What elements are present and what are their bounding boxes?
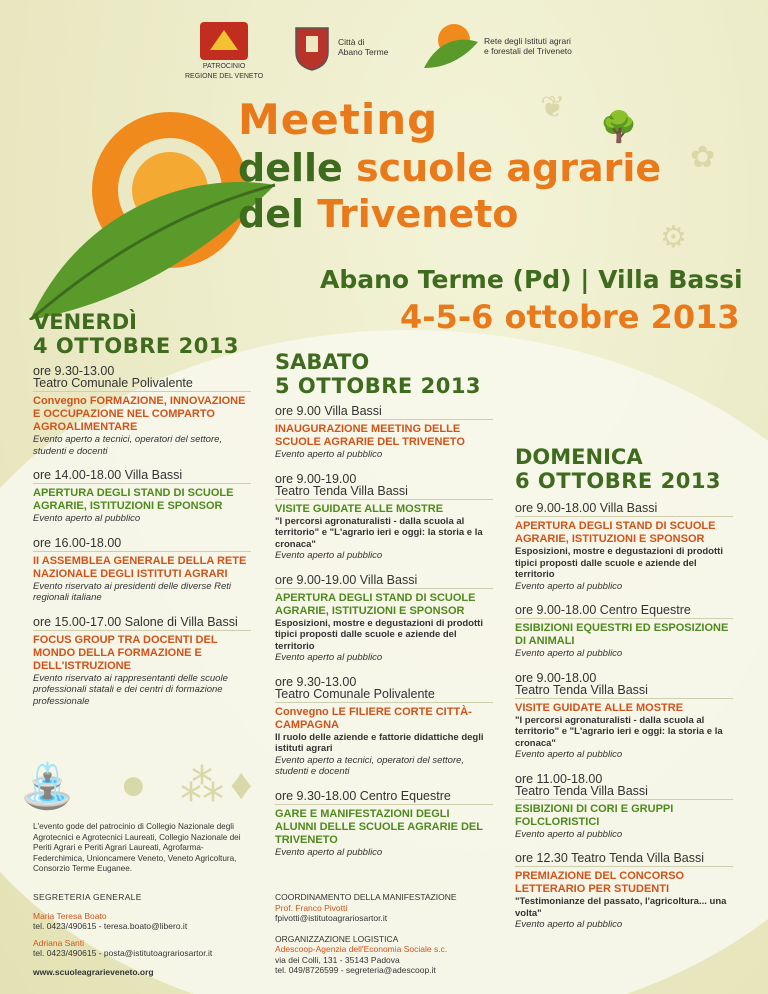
time-range: ore 9.30-13.00: [275, 674, 357, 689]
coordinator-email: fpivotti@istitutoagrariosartor.it: [275, 913, 388, 923]
event-note: Evento aperto al pubblico: [275, 652, 383, 663]
event-time: [275, 676, 493, 703]
time-range: ore 9.00-18.00: [515, 603, 597, 617]
event-place: Salone di Villa Bassi: [124, 614, 238, 629]
event-note: Evento aperto al pubblico: [515, 828, 623, 840]
event-desc: "I percorsi agronaturalisti - dalla scuola al territorio" e "L'agrario ieri e oggi: la storia e la cronaca": [515, 714, 723, 749]
abano-logo-text: Città di Abano Terme: [338, 37, 389, 57]
veneto-logo: [185, 20, 263, 82]
time-range: ore 9.30-13.00: [33, 364, 115, 378]
event-time: [33, 469, 251, 484]
event-title: VISITE GUIDATE ALLE MOSTRE: [275, 502, 444, 515]
event-place: Teatro Tenda Villa Bassi: [515, 682, 648, 697]
saturday-events: [275, 405, 493, 870]
leaf-icon: ❦: [540, 91, 566, 124]
event-note: Evento aperto al pubblico: [275, 550, 383, 561]
event-time: [33, 616, 251, 631]
time-range: ore 12.30: [515, 851, 568, 865]
sunday-event-5: [515, 852, 733, 931]
time-range: ore 14.00-18.00: [33, 468, 122, 482]
saturday-date: 5 OTTOBRE 2013: [275, 374, 482, 398]
sunday-event-2: [515, 604, 733, 660]
event-title: PREMIAZIONE DEL CONCORSO LETTERARIO PER STUDENTI: [515, 870, 685, 895]
friday-date: 4 OTTOBRE 2013: [33, 334, 240, 358]
lion-crest-icon: [198, 20, 250, 62]
contact-details: tel. 0423/490615 - teresa.boato@libero.it: [33, 921, 188, 931]
event-note: Evento riservato ai presidenti delle diverse Reti regionali italiane: [33, 580, 232, 603]
grapes-icon: ⁂: [180, 761, 224, 810]
friday-heading: [33, 310, 239, 358]
event-time: [275, 574, 493, 589]
contact-name: Maria Teresa Boato: [33, 910, 107, 921]
event-place: Centro Equestre: [599, 603, 691, 617]
coordination-block: [275, 884, 493, 976]
event-place: Teatro Tenda Villa Bassi: [515, 783, 648, 798]
event-note: Evento aperto al pubblico: [515, 580, 623, 592]
time-range: ore 9.00-19.00: [275, 572, 357, 587]
rete-leaf-icon: [420, 20, 480, 72]
rete-logo: [420, 20, 572, 72]
time-range: ore 9.30-18.00: [275, 788, 357, 803]
sunday-event-3: [515, 672, 733, 761]
event-desc: "I percorsi agronaturalisti - dalla scuola al territorio" e "L'agrario ieri e oggi: la storia e la cronaca": [275, 515, 483, 550]
time-range: ore 9.00-18.00: [515, 501, 597, 515]
saturday-event-1: [275, 405, 493, 461]
pear-icon: ●: [120, 760, 147, 809]
event-note: Evento riservato ai rappresentanti delle scuole professionali statali e dei centri di formazione professionale: [33, 672, 228, 707]
event-time: [33, 365, 251, 392]
event-title: APERTURA DEGLI STAND DI SCUOLE AGRARIE, ISTITUZIONI E SPONSOR: [275, 591, 476, 617]
website-link[interactable]: www.scuoleagrarieveneto.org: [33, 966, 154, 977]
sunday-heading: [515, 445, 721, 493]
friday-day: VENERDÌ: [33, 310, 137, 334]
event-desc: Esposizioni, mostre e degustazioni di prodotti tipici proposti dalle scuole e aziende del territorio: [275, 617, 483, 652]
tractor-icon: ⚙: [660, 221, 687, 254]
event-time: [515, 604, 733, 619]
sunday-day: DOMENICA: [515, 445, 643, 469]
saturday-event-2: [275, 473, 493, 562]
event-place: Villa Bassi: [124, 468, 183, 482]
time-range: ore 9.00: [275, 404, 321, 418]
sunday-date: 6 OTTOBRE 2013: [515, 469, 722, 493]
drop-icon: ♦: [230, 760, 253, 809]
event-place: Villa Bassi: [324, 404, 382, 418]
title-scuole-agrarie: scuole agrarie: [356, 146, 662, 190]
logistics-heading: ORGANIZZAZIONE LOGISTICA: [275, 933, 399, 944]
saturday-heading: [275, 350, 481, 398]
logistics-contact: tel. 049/8726599 - segreteria@adescoop.it: [275, 965, 436, 975]
event-desc: Esposizioni, mostre e degustazioni di prodotti tipici proposti dalle scuole e aziende del territorio: [515, 546, 723, 580]
event-desc: Il ruolo delle aziende e fattorie didattiche degli istituti agrari: [275, 731, 484, 754]
event-title: II ASSEMBLEA GENERALE DELLA RETE NAZIONALE DEGLI ISTITUTI AGRARI: [33, 554, 247, 580]
event-title: APERTURA DEGLI STAND DI SCUOLE AGRARIE, ISTITUZIONI E SPONSOR: [33, 487, 234, 512]
event-note: Evento aperto a tecnici, operatori del settore, studenti e docenti: [33, 434, 223, 457]
event-place: Teatro Tenda Villa Bassi: [571, 851, 705, 865]
event-time: [515, 502, 733, 517]
time-range: ore 9.00-18.00: [515, 670, 597, 685]
event-note: Evento aperto al pubblico: [275, 449, 383, 460]
event-note: Evento aperto a tecnici, operatori del settore, studenti e docenti: [275, 754, 465, 777]
sunday-event-1: [515, 502, 733, 592]
event-place: Villa Bassi: [359, 572, 418, 587]
secretariat-block: [33, 884, 253, 977]
event-time: [275, 473, 493, 500]
coordinator-name: Prof. Franco Pivotti: [275, 902, 348, 913]
event-place: Teatro Tenda Villa Bassi: [275, 483, 408, 498]
event-place: Teatro Comunale Polivalente: [33, 376, 193, 390]
friday-event-1: [33, 365, 251, 457]
sunday-event-4: [515, 773, 733, 841]
flower-icon: ✿: [690, 141, 716, 174]
city-crest-icon: [292, 22, 332, 72]
event-time: [515, 773, 733, 800]
event-note: Evento aperto al pubblico: [515, 648, 623, 659]
contact-details: tel. 0423/490615 - posta@istitutoagrariosartor.it: [33, 948, 213, 958]
event-title: ESIBIZIONI DI CORI E GRUPPI FOLCLORISTICI: [515, 802, 674, 828]
contact-name: Adriana Santi: [33, 937, 85, 948]
saturday-event-5: [275, 790, 493, 859]
patronage-text: L'evento gode del patrocinio di Collegio Nazionale degli Agrotecnici e Agrotecnici Laureati, Collegio Nazionale dei Periti Agrari e Periti Agrari Laureati, Agrofarma-Federchimica, Unioncamere Veneto, Veneto Agricoltura, Consorzio Terme Euganee.: [33, 822, 241, 873]
event-title: GARE E MANIFESTAZIONI DEGLI ALUNNI DELLE SCUOLE AGRARIE DEL TRIVENETO: [275, 807, 483, 846]
event-note: Evento aperto al pubblico: [275, 846, 383, 858]
title-delle: delle: [238, 146, 343, 190]
friday-event-3: [33, 537, 251, 604]
rete-logo-text: Rete degli Istituti agrari e forestali del Triveneto: [484, 36, 572, 56]
event-title: VISITE GUIDATE ALLE MOSTRE: [515, 701, 684, 714]
venue: Abano Terme (Pd) | Villa Bassi: [320, 265, 743, 294]
friday-event-4: [33, 616, 251, 708]
title-meeting: Meeting: [238, 95, 439, 144]
veneto-logo-text: PATROCINIO REGIONE DEL VENETO: [185, 63, 264, 80]
secretariat-heading: SEGRETERIA GENERALE: [33, 892, 142, 902]
event-place: Teatro Comunale Polivalente: [275, 686, 435, 701]
friday-events: [33, 365, 251, 719]
event-note: Evento aperto al pubblico: [515, 919, 623, 930]
event-time: ore 16.00-18.00: [33, 537, 251, 552]
event-time: [515, 672, 733, 699]
time-range: ore 11.00-18.00: [515, 771, 603, 786]
saturday-event-4: [275, 676, 493, 778]
watering-can-icon: ⛲: [20, 762, 75, 811]
tree-icon: 🌳: [600, 111, 638, 144]
event-note: Evento aperto al pubblico: [515, 749, 623, 760]
abano-logo: [292, 22, 388, 72]
event-title: ESIBIZIONI EQUESTRI ED ESPOSIZIONE DI ANIMALI: [515, 622, 729, 647]
time-range: ore 9.00-19.00: [275, 471, 357, 486]
event-time: [275, 790, 493, 805]
event-dates: 4-5-6 ottobre 2013: [400, 298, 740, 336]
event-place: Villa Bassi: [599, 501, 658, 515]
event-desc: "Testimonianze del passato, l'agricoltura... una volta": [515, 896, 727, 919]
event-time: [275, 405, 493, 420]
event-place: Centro Equestre: [359, 788, 451, 803]
logistics-address: via dei Colli, 131 - 35143 Padova: [275, 954, 400, 965]
event-title: Convegno FORMAZIONE, INNOVAZIONE E OCCUPAZIONE NEL COMPARTO AGROALIMENTARE: [33, 395, 246, 433]
time-range: ore 15.00-17.00: [33, 614, 122, 629]
title-del: del: [238, 192, 304, 236]
event-title: INAUGURAZIONE MEETING DELLE SCUOLE AGRARIE DEL TRIVENETO: [275, 423, 465, 448]
event-title: APERTURA DEGLI STAND DI SCUOLE AGRARIE, ISTITUZIONI E SPONSOR: [515, 520, 716, 545]
logistics-org: Adescoop-Agenzia dell'Economia Sociale s.c.: [275, 944, 448, 954]
sunday-events: [515, 502, 733, 943]
event-title: FOCUS GROUP TRA DOCENTI DEL MONDO DELLA FORMAZIONE E DELL'ISTRUZIONE: [33, 633, 218, 672]
event-note: Evento aperto al pubblico: [33, 513, 141, 524]
title-triveneto: Triveneto: [317, 192, 519, 236]
title-subtitle: [238, 145, 661, 237]
coordination-heading: COORDINAMENTO DELLA MANIFESTAZIONE: [275, 892, 457, 902]
event-title: Convegno LE FILIERE CORTE CITTÀ-CAMPAGNA: [275, 705, 472, 731]
event-time: [515, 852, 733, 867]
friday-event-2: [33, 469, 251, 525]
saturday-day: SABATO: [275, 350, 370, 374]
saturday-event-3: [275, 574, 493, 664]
